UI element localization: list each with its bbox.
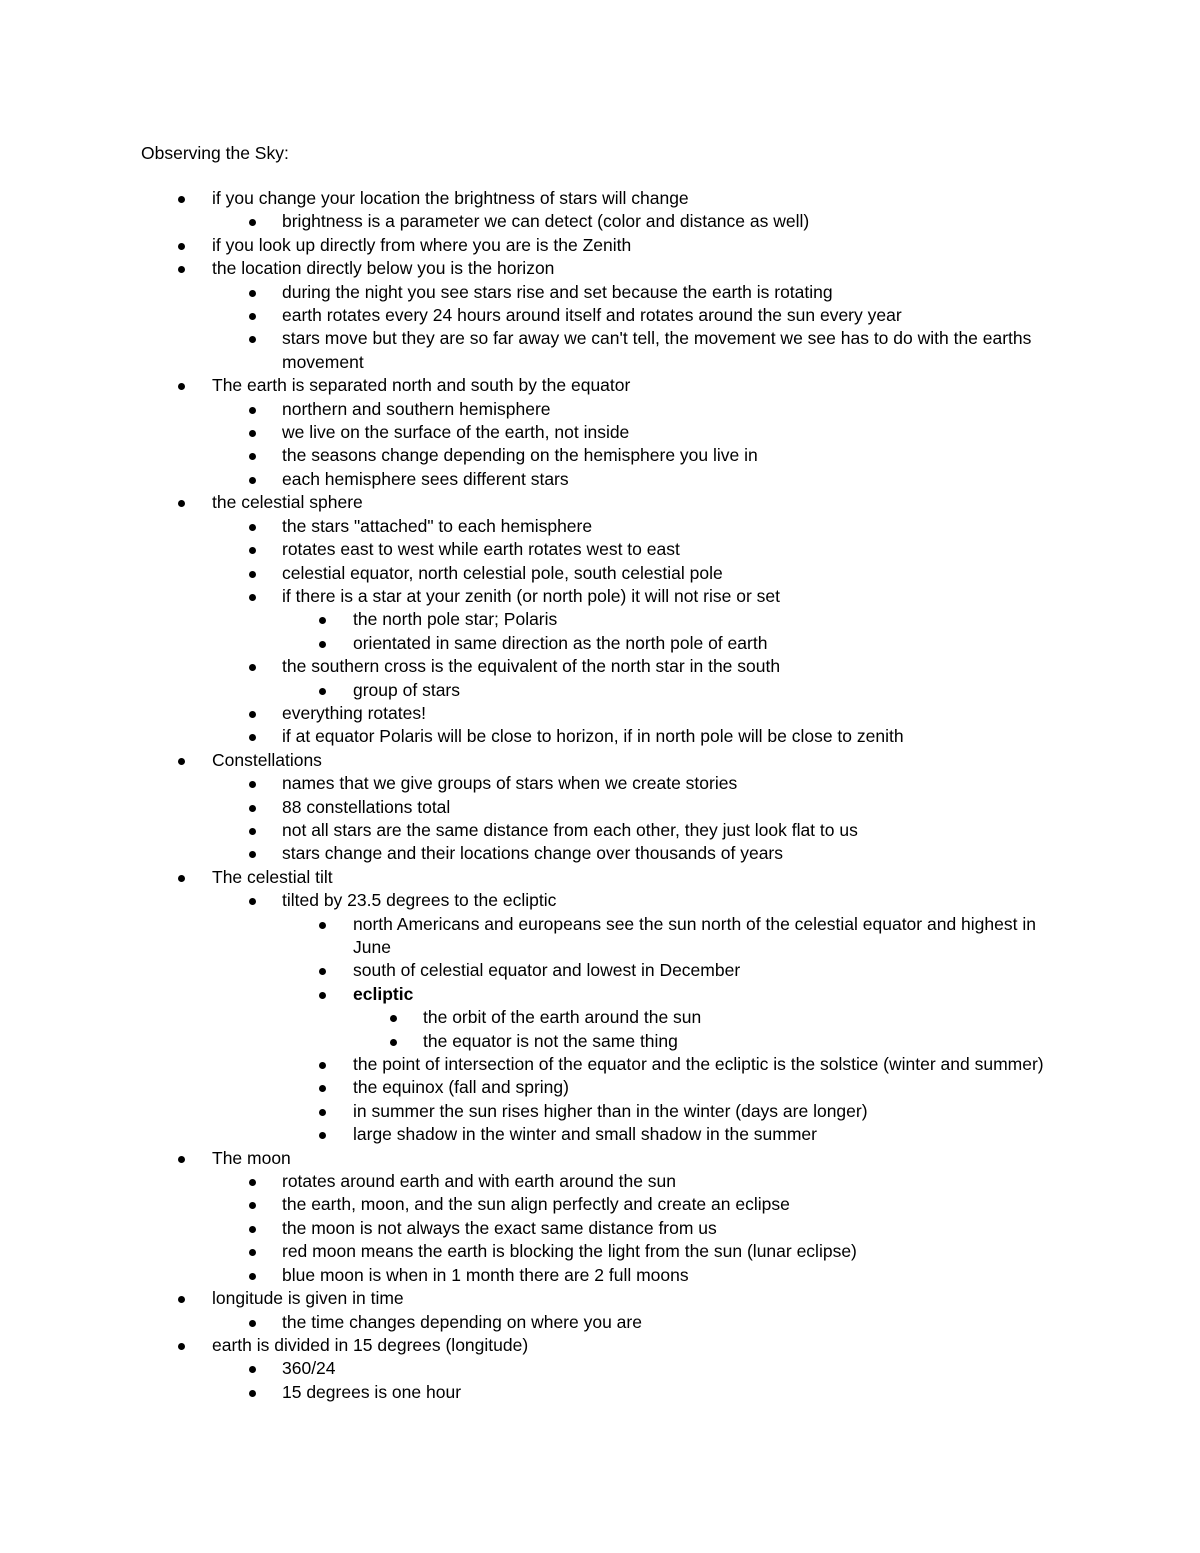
list-item-text: if you change your location the brightness of stars will change: [212, 188, 689, 208]
bullet-icon: [249, 219, 256, 226]
list-item-text: rotates around earth and with earth around the sun: [282, 1171, 677, 1192]
list-item-text: the equator is not the same thing: [423, 1030, 678, 1051]
list-item: [0, 1334, 1200, 1357]
list-item: [0, 1357, 1200, 1380]
list-item-text: The celestial tilt: [212, 866, 333, 887]
list-item: [0, 913, 1200, 960]
list-item: [0, 515, 1200, 538]
list-item-text: stars change and their locations change over thousands of years: [282, 843, 784, 864]
bullet-icon: [319, 922, 326, 929]
list-item-text: names that we give groups of stars when we create stories: [282, 773, 738, 794]
bullet-icon: [249, 1202, 256, 1209]
bullet-icon: [249, 571, 256, 578]
list-item-text: south of celestial equator and lowest in December: [353, 960, 741, 981]
notes-list: [0, 187, 1200, 1404]
bullet-icon: [249, 313, 256, 320]
list-item: [0, 1170, 1200, 1193]
list-item: [0, 842, 1200, 865]
list-item: [0, 491, 1200, 514]
list-item-text: earth is divided in 15 degrees (longitude): [212, 1334, 529, 1355]
bullet-icon: [319, 688, 326, 695]
bullet-icon: [178, 383, 185, 390]
list-item: [0, 1240, 1200, 1263]
list-item: [0, 1123, 1200, 1146]
list-item: [0, 749, 1200, 772]
bullet-icon: [390, 1039, 397, 1046]
list-item: [0, 655, 1200, 678]
list-item: [0, 1381, 1200, 1404]
list-item: [0, 374, 1200, 397]
bullet-icon: [249, 1320, 256, 1327]
list-item: [0, 234, 1200, 257]
list-item: [0, 281, 1200, 304]
bullet-icon: [249, 1249, 256, 1256]
list-item-text: orientated in same direction as the north pole of earth: [353, 632, 768, 653]
list-item: [0, 1053, 1200, 1076]
list-item-text: ecliptic: [353, 983, 414, 1004]
list-item-text: The moon: [212, 1147, 291, 1168]
list-item-text: The earth is separated north and south by the equator: [212, 375, 631, 396]
bullet-icon: [249, 898, 256, 905]
list-item-text: tilted by 23.5 degrees to the ecliptic: [282, 890, 557, 911]
list-item: [0, 1311, 1200, 1334]
list-item: [0, 1030, 1200, 1053]
list-item: [0, 1193, 1200, 1216]
list-item: [0, 608, 1200, 631]
list-item-text: everything rotates!: [282, 702, 426, 723]
list-item: [0, 444, 1200, 467]
list-item: [0, 1217, 1200, 1240]
bullet-icon: [249, 547, 256, 554]
bullet-icon: [249, 711, 256, 718]
bullet-icon: [178, 875, 185, 882]
bullet-icon: [249, 290, 256, 297]
list-item-text: the north pole star; Polaris: [353, 609, 558, 630]
bullet-icon: [249, 594, 256, 601]
list-item-text: stars move but they are so far away we can't tell, the movement we see has to do with the earths movement: [282, 328, 1032, 372]
list-item: [0, 538, 1200, 561]
bullet-icon: [249, 805, 256, 812]
bullet-icon: [178, 1156, 185, 1163]
list-item-text: in summer the sun rises higher than in the winter (days are longer): [353, 1100, 868, 1121]
list-item: [0, 1147, 1200, 1170]
bullet-icon: [249, 1273, 256, 1280]
list-item-text: large shadow in the winter and small shadow in the summer: [353, 1124, 817, 1145]
list-item: [0, 421, 1200, 444]
bullet-icon: [249, 336, 256, 343]
list-item-text: Constellations: [212, 749, 322, 770]
list-item-text: the location directly below you is the horizon: [212, 258, 555, 279]
list-item-text: we live on the surface of the earth, not inside: [282, 422, 630, 443]
list-item-text: brightness is a parameter we can detect (color and distance as well): [282, 211, 810, 232]
bullet-icon: [319, 1132, 326, 1139]
list-item: [0, 679, 1200, 702]
list-item-text: during the night you see stars rise and set because the earth is rotating: [282, 281, 833, 302]
bullet-icon: [178, 1296, 185, 1303]
list-item: [0, 632, 1200, 655]
list-item-text: 360/24: [282, 1358, 336, 1379]
bullet-icon: [319, 617, 326, 624]
bullet-icon: [249, 1179, 256, 1186]
bullet-icon: [249, 828, 256, 835]
bullet-icon: [249, 1390, 256, 1397]
list-item-text: 15 degrees is one hour: [282, 1381, 462, 1402]
list-item: [0, 772, 1200, 795]
list-item: [0, 585, 1200, 608]
list-item: [0, 866, 1200, 889]
list-item: [0, 1287, 1200, 1310]
bullet-icon: [178, 243, 185, 250]
list-item-text: the earth, moon, and the sun align perfectly and create an eclipse: [282, 1194, 790, 1215]
list-item: [0, 1100, 1200, 1123]
list-item-text: if at equator Polaris will be close to horizon, if in north pole will be close to zenith: [282, 726, 904, 747]
bullet-icon: [178, 758, 185, 765]
bullet-icon: [319, 641, 326, 648]
bullet-icon: [178, 1343, 185, 1350]
list-item-text: if you look up directly from where you are is the Zenith: [212, 234, 632, 255]
list-item: [0, 702, 1200, 725]
list-item-text: blue moon is when in 1 month there are 2 full moons: [282, 1264, 689, 1285]
list-item: [0, 187, 1200, 210]
list-item: [0, 257, 1200, 280]
list-item-text: the orbit of the earth around the sun: [423, 1007, 702, 1028]
list-item: [0, 959, 1200, 982]
bullet-icon: [249, 477, 256, 484]
list-item-text: the seasons change depending on the hemisphere you live in: [282, 445, 758, 466]
list-item-text: celestial equator, north celestial pole, south celestial pole: [282, 562, 723, 583]
list-item: [0, 725, 1200, 748]
list-item: [0, 1076, 1200, 1099]
list-item-text: the celestial sphere: [212, 492, 363, 513]
bullet-icon: [249, 453, 256, 460]
page-title: Observing the Sky:: [141, 143, 289, 163]
list-item: [0, 889, 1200, 912]
bullet-icon: [249, 1226, 256, 1233]
list-item-text: earth rotates every 24 hours around itself and rotates around the sun every year: [282, 305, 902, 326]
bullet-icon: [178, 266, 185, 273]
bullet-icon: [249, 407, 256, 414]
list-item-text: the time changes depending on where you are: [282, 1311, 642, 1332]
bullet-icon: [249, 664, 256, 671]
list-item-text: the stars "attached" to each hemisphere: [282, 515, 593, 536]
list-item: [0, 327, 1200, 374]
list-item-text: longitude is given in time: [212, 1288, 404, 1309]
bullet-icon: [178, 196, 185, 203]
bullet-icon: [390, 1015, 397, 1022]
bullet-icon: [319, 1085, 326, 1092]
list-item-text: northern and southern hemisphere: [282, 398, 551, 419]
list-item: [0, 562, 1200, 585]
list-item: [0, 468, 1200, 491]
list-item-text: if there is a star at your zenith (or north pole) it will not rise or set: [282, 585, 780, 606]
bullet-icon: [178, 500, 185, 507]
bullet-icon: [319, 1062, 326, 1069]
list-item: [0, 819, 1200, 842]
list-item: [0, 304, 1200, 327]
bullet-icon: [249, 734, 256, 741]
list-item-text: the equinox (fall and spring): [353, 1077, 569, 1098]
list-item-text: north Americans and europeans see the sun north of the celestial equator and highest in June: [353, 913, 1036, 957]
list-item-text: red moon means the earth is blocking the light from the sun (lunar eclipse): [282, 1241, 857, 1262]
bullet-icon: [319, 968, 326, 975]
list-item-text: not all stars are the same distance from each other, they just look flat to us: [282, 819, 858, 840]
list-item-text: group of stars: [353, 679, 460, 700]
bullet-icon: [249, 1366, 256, 1373]
list-item-text: the moon is not always the exact same distance from us: [282, 1217, 717, 1238]
list-item-text: rotates east to west while earth rotates west to east: [282, 539, 680, 560]
list-item: [0, 1264, 1200, 1287]
list-item: [0, 983, 1200, 1006]
bullet-icon: [249, 851, 256, 858]
bullet-icon: [319, 1109, 326, 1116]
list-item: [0, 796, 1200, 819]
bullet-icon: [249, 781, 256, 788]
bullet-icon: [249, 524, 256, 531]
bullet-icon: [249, 430, 256, 437]
bullet-icon: [319, 992, 326, 999]
list-item-text: 88 constellations total: [282, 796, 451, 817]
list-item-text: each hemisphere sees different stars: [282, 468, 569, 489]
list-item: [0, 398, 1200, 421]
list-item: [0, 1006, 1200, 1029]
list-item: [0, 210, 1200, 233]
list-item-text: the point of intersection of the equator and the ecliptic is the solstice (winter and summer): [353, 1054, 1044, 1075]
list-item-text: the southern cross is the equivalent of the north star in the south: [282, 656, 781, 677]
